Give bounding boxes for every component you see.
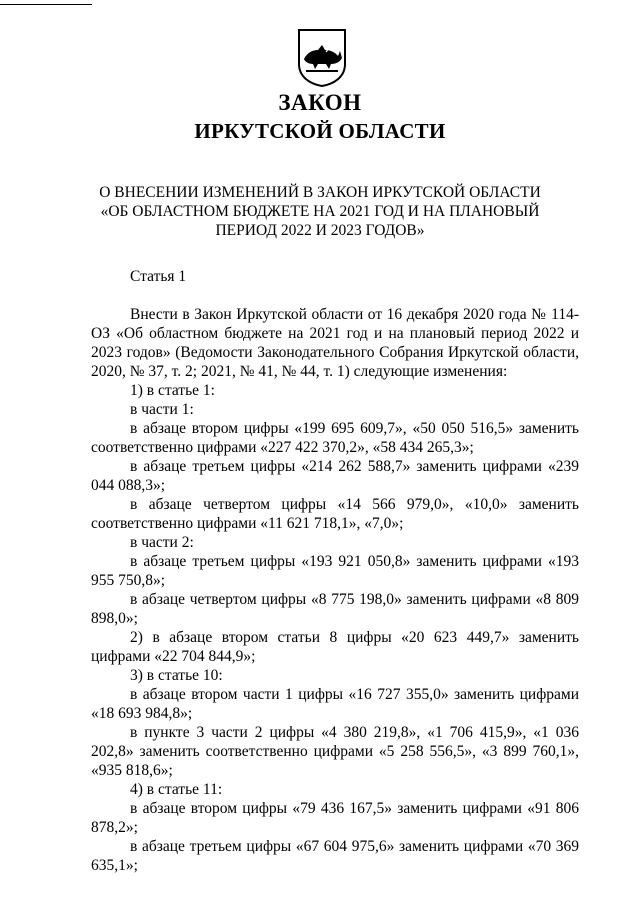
body-paragraph: 1) в статье 1:: [130, 382, 215, 399]
document-body: [91, 305, 579, 875]
body-paragraph: 4) в статье 11:: [130, 781, 223, 798]
body-paragraph: в абзаце втором цифры «79 436 167,5» заменить цифрами «91 806 878,2»;: [91, 800, 579, 836]
body-paragraph: 3) в статье 10:: [130, 667, 223, 684]
body-paragraph: в части 2:: [130, 534, 194, 551]
body-paragraph: в абзаце четвертом цифры «14 566 979,0», «10,0» заменить соответственно цифрами «11 621 718,1», «7,0»;: [91, 496, 579, 532]
subtitle-line: ПЕРИОД 2022 И 2023 ГОДОВ»: [215, 222, 425, 239]
document-subtitle: [0, 183, 640, 240]
body-paragraph: в части 1:: [130, 401, 194, 418]
body-paragraph: в абзаце третьем цифры «193 921 050,8» заменить цифрами «193 955 750,8»;: [91, 553, 579, 589]
body-paragraph: 2) в абзаце втором статьи 8 цифры «20 623 449,7» заменить цифрами «22 704 844,9»;: [91, 629, 579, 665]
document-region: ИРКУТСКОЙ ОБЛАСТИ: [194, 119, 446, 143]
body-paragraph: в абзаце четвертом цифры «8 775 198,0» заменить цифрами «8 809 898,0»;: [91, 591, 579, 627]
body-paragraph: Внести в Закон Иркутской области от 16 декабря 2020 года № 114-ОЗ «Об областном бюджете на 2021 год и на плановый период 2022 и 2023 годов» (Ведомости Законодательного Собрания Иркутской области, 2020, № 37, т. 2; 2021, № 41, № 44, т. 1) следующие изменения:: [91, 306, 579, 380]
subtitle-line: «ОБ ОБЛАСТНОМ БЮДЖЕТЕ НА 2021 ГОД И НА ПЛАНОВЫЙ: [100, 203, 540, 220]
body-paragraph: в абзаце третьем цифры «214 262 588,7» заменить цифрами «239 044 088,3»;: [91, 458, 579, 494]
coat-of-arms-emblem: [296, 28, 348, 88]
article-heading: Статья 1: [130, 268, 187, 285]
body-paragraph: в абзаце втором цифры «199 695 609,7», «50 050 516,5» заменить соответственно цифрами «227 422 370,2», «58 434 265,3»;: [91, 420, 579, 456]
subtitle-line: О ВНЕСЕНИИ ИЗМЕНЕНИЙ В ЗАКОН ИРКУТСКОЙ ОБЛАСТИ: [99, 184, 541, 201]
body-paragraph: в абзаце втором части 1 цифры «16 727 355,0» заменить цифрами «18 693 984,8»;: [91, 686, 579, 722]
body-paragraph: в пункте 3 части 2 цифры «4 380 219,8», «1 706 415,9», «1 036 202,8» заменить соответственно цифрами «5 258 556,5», «3 899 760,1», «935 818,6»;: [91, 724, 579, 779]
top-rule: [0, 4, 92, 5]
document-title: ЗАКОН: [278, 90, 362, 115]
body-paragraph: в абзаце третьем цифры «67 604 975,6» заменить цифрами «70 369 635,1»;: [91, 838, 579, 874]
